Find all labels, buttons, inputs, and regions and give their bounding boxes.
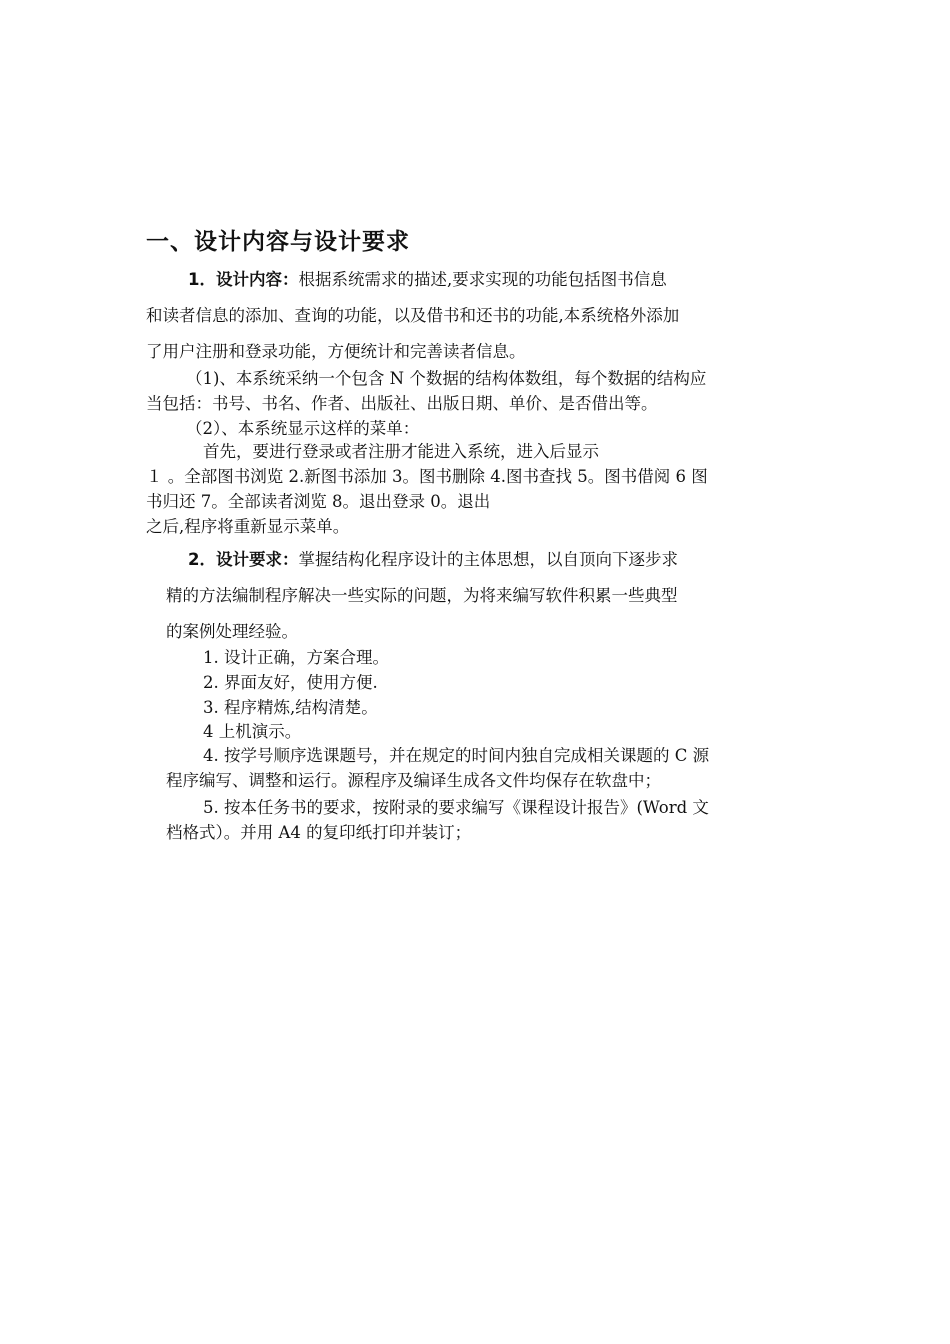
req-item-3: 3. 程序精炼,结构清楚。	[203, 698, 378, 717]
design-content-line-1	[188, 269, 667, 291]
menu-line-1: １ 。全部图书浏览 2.新图书添加 3。图书删除 4.图书查找 5。图书借阅 6 图	[146, 467, 708, 486]
design-content-line-2: 和读者信息的添加、查询的功能，以及借书和还书的功能,本系统格外添加	[146, 306, 680, 325]
item2-line-2: 首先，要进行登录或者注册才能进入系统，进入后显示	[203, 442, 599, 461]
design-content-line-3: 了用户注册和登录功能，方便统计和完善读者信息。	[146, 342, 526, 361]
design-req-line-1	[188, 549, 678, 571]
menu-line-2: 书归还 7。全部读者浏览 8。退出登录 0。退出	[146, 492, 491, 511]
design-req-label: 2．设计要求：	[188, 550, 299, 569]
menu-line-3: 之后,程序将重新显示菜单。	[146, 517, 350, 536]
design-content-text: 根据系统需求的描述,要求实现的功能包括图书信息	[298, 270, 667, 289]
req-item-1: 1. 设计正确，方案合理。	[203, 648, 389, 667]
item1-line-2: 当包括：书号、书名、作者、出版社、出版日期、单价、是否借出等。	[146, 394, 658, 413]
req-item-4: 4 上机演示。	[203, 722, 302, 741]
req-item-2: 2. 界面友好，使用方便.	[203, 673, 378, 692]
design-req-line-3: 的案例处理经验。	[166, 622, 298, 641]
req-item-6-line-1: 5. 按本任务书的要求，按附录的要求编写《课程设计报告》(Word 文	[203, 798, 709, 817]
design-content-label: 1．设计内容：	[188, 270, 299, 289]
item1-line-1: （1)、本系统采纳一个包含 N 个数据的结构体数组，每个数据的结构应	[186, 369, 707, 388]
req-item-5-line-2: 程序编写、调整和运行。源程序及编译生成各文件均保存在软盘中；	[166, 771, 661, 790]
design-req-line-2: 精的方法编制程序解决一些实际的问题，为将来编写软件积累一些典型	[166, 586, 678, 605]
design-req-text: 掌握结构化程序设计的主体思想，以自顶向下逐步求	[298, 550, 678, 569]
req-item-6-line-2: 档格式）。并用 A4 的复印纸打印并装订；	[166, 823, 472, 842]
req-item-5-line-1: 4. 按学号顺序选课题号，并在规定的时间内独自完成相关课题的 C 源	[203, 746, 710, 765]
section-heading: 一、设计内容与设计要求	[146, 229, 410, 255]
item2-line-1: （2）、本系统显示这样的菜单：	[186, 419, 420, 438]
